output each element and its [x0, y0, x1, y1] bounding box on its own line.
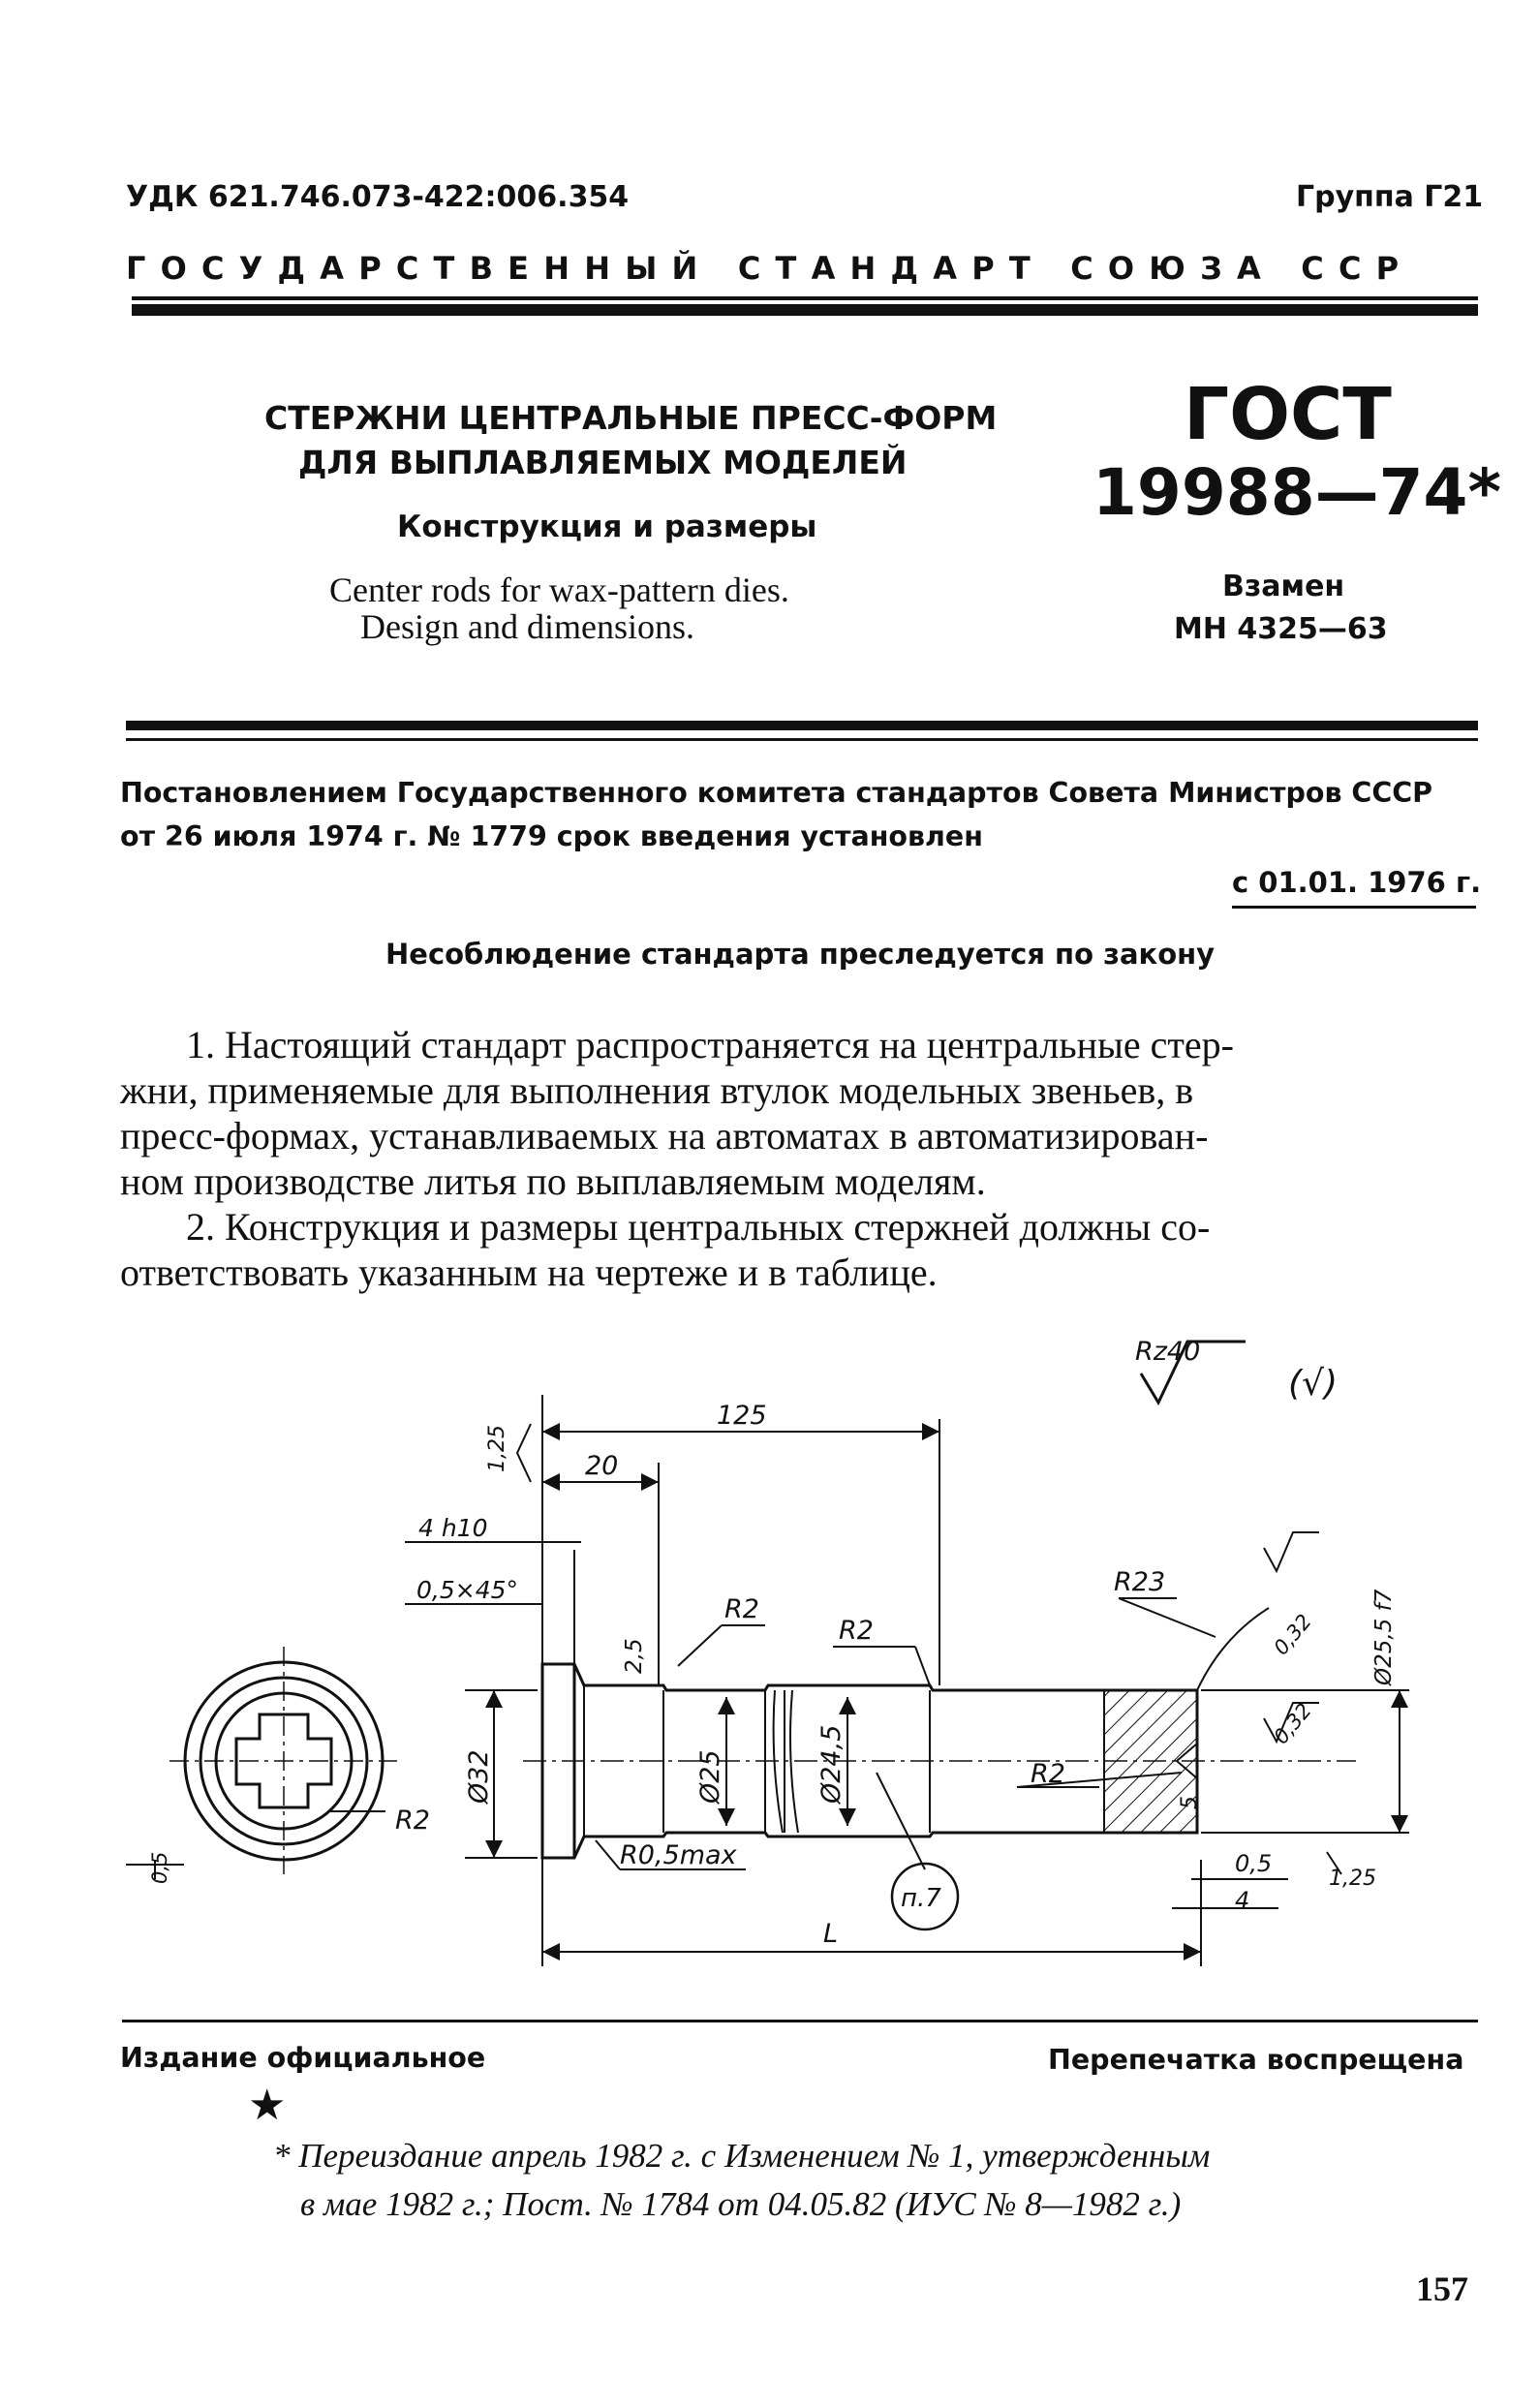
dim-2-5: 2,5: [622, 1638, 647, 1674]
title-rule-thick: [126, 721, 1478, 730]
dim-125b: 1,25: [485, 1425, 509, 1472]
paragraph-2-line-1: 2. Конструкция и размеры центральных стержней должны со-: [186, 1205, 1211, 1249]
paragraph-1-line-2: жни, применяемые для выполнения втулок модельных звеньев, в: [120, 1068, 1194, 1112]
reprint-forbidden: Перепечатка воспрещена: [1048, 2044, 1464, 2076]
reissue-note-2: в мае 1982 г.; Пост. № 1784 от 04.05.82 (ИУС № 8—1982 г.): [300, 2185, 1182, 2223]
title-line-1: СТЕРЖНИ ЦЕНТРАЛЬНЫЕ ПРЕСС-ФОРМ: [264, 399, 998, 437]
dim-20: 20: [585, 1451, 619, 1481]
footer-rule: [122, 2020, 1478, 2022]
dim-r2-b: R2: [839, 1616, 874, 1646]
dim-rz40: Rz40: [1135, 1337, 1201, 1367]
dimension-lines: [126, 1395, 1409, 1966]
title-rule-thin: [126, 738, 1478, 741]
dim-d25: Ø25: [695, 1749, 725, 1804]
header-rule-thick: [132, 304, 1478, 316]
dim-032-b: 0,32: [1269, 1698, 1316, 1749]
dim-r05max: R0,5max: [620, 1840, 737, 1870]
dim-r23: R23: [1114, 1567, 1166, 1597]
header-rule-thin: [132, 296, 1478, 300]
paragraph-1-line-1: 1. Настоящий стандарт распространяется на центральные стер-: [186, 1023, 1234, 1066]
dim-r2-d: R2: [395, 1806, 430, 1836]
udk-code: УДК 621.746.073-422:006.354: [126, 180, 630, 214]
dim-05-b: 0,5: [148, 1851, 171, 1884]
dim-check: (√): [1288, 1364, 1339, 1404]
dim-d24-5: Ø24,5: [816, 1724, 846, 1804]
reissue-note-1: * Переиздание апрель 1982 г. с Изменением № 1, утвержденным: [273, 2137, 1211, 2175]
law-warning: Несоблюдение стандарта преследуется по закону: [385, 938, 1216, 971]
date-underline: [1232, 906, 1476, 909]
dim-05x45: 0,5×45°: [416, 1576, 519, 1604]
dim-032-a: 0,32: [1269, 1609, 1316, 1660]
dim-5: 5: [1178, 1796, 1202, 1809]
center-rod-drawing: [0, 1298, 1539, 1976]
ref-p7: п.7: [901, 1884, 941, 1913]
paragraph-1-line-4: ном производстве литья по выплавляемым моделям.: [120, 1159, 986, 1203]
decree-line-2: от 26 июля 1974 г. № 1779 срок введения установлен: [120, 820, 983, 852]
decree-line-1: Постановлением Государственного комитета стандартов Совета Министров СССР: [120, 777, 1433, 809]
replaces-value: МН 4325—63: [1174, 612, 1388, 646]
replaces-label: Взамен: [1222, 570, 1345, 603]
dim-d25-5: Ø25,5 f7: [1371, 1589, 1397, 1685]
dim-4h10: 4 h10: [418, 1514, 488, 1542]
title-line-2: ДЛЯ ВЫПЛАВЛЯЕМЫХ МОДЕЛЕЙ: [298, 444, 908, 481]
title-english-1: Center rods for wax-pattern dies.: [329, 571, 789, 609]
paragraph-1-line-3: пресс-формах, устанавливаемых на автоматах в автоматизирован-: [120, 1114, 1209, 1158]
dim-d32: Ø32: [464, 1749, 494, 1804]
page-number: 157: [1416, 2269, 1468, 2308]
paragraph-2-line-2: ответствовать указанным на чертеже и в таблице.: [120, 1250, 938, 1294]
dim-r2-a: R2: [724, 1594, 759, 1624]
dim-05-a: 0,5: [1235, 1850, 1273, 1877]
gost-number: 19988—74*: [1093, 455, 1501, 530]
dim-r2-c: R2: [1031, 1759, 1065, 1789]
title-subtitle: Конструкция и размеры: [397, 509, 817, 544]
dim-125: 125: [717, 1401, 767, 1431]
edition-official: Издание официальное: [120, 2042, 486, 2074]
dim-125c: 1,25: [1329, 1867, 1376, 1891]
decree-date: с 01.01. 1976 г.: [1232, 866, 1482, 899]
star-icon: ★: [248, 2081, 287, 2130]
dim-L: L: [823, 1919, 839, 1949]
title-english-2: Design and dimensions.: [360, 607, 694, 646]
gost-label: ГОСТ: [1184, 373, 1392, 456]
dim-4: 4: [1235, 1887, 1250, 1914]
end-view: [169, 1647, 397, 1874]
state-standard-line: ГОСУДАРСТВЕННЫЙ СТАНДАРТ СОЮЗА ССР: [126, 250, 1414, 287]
group-code: Группа Г21: [1296, 180, 1484, 214]
